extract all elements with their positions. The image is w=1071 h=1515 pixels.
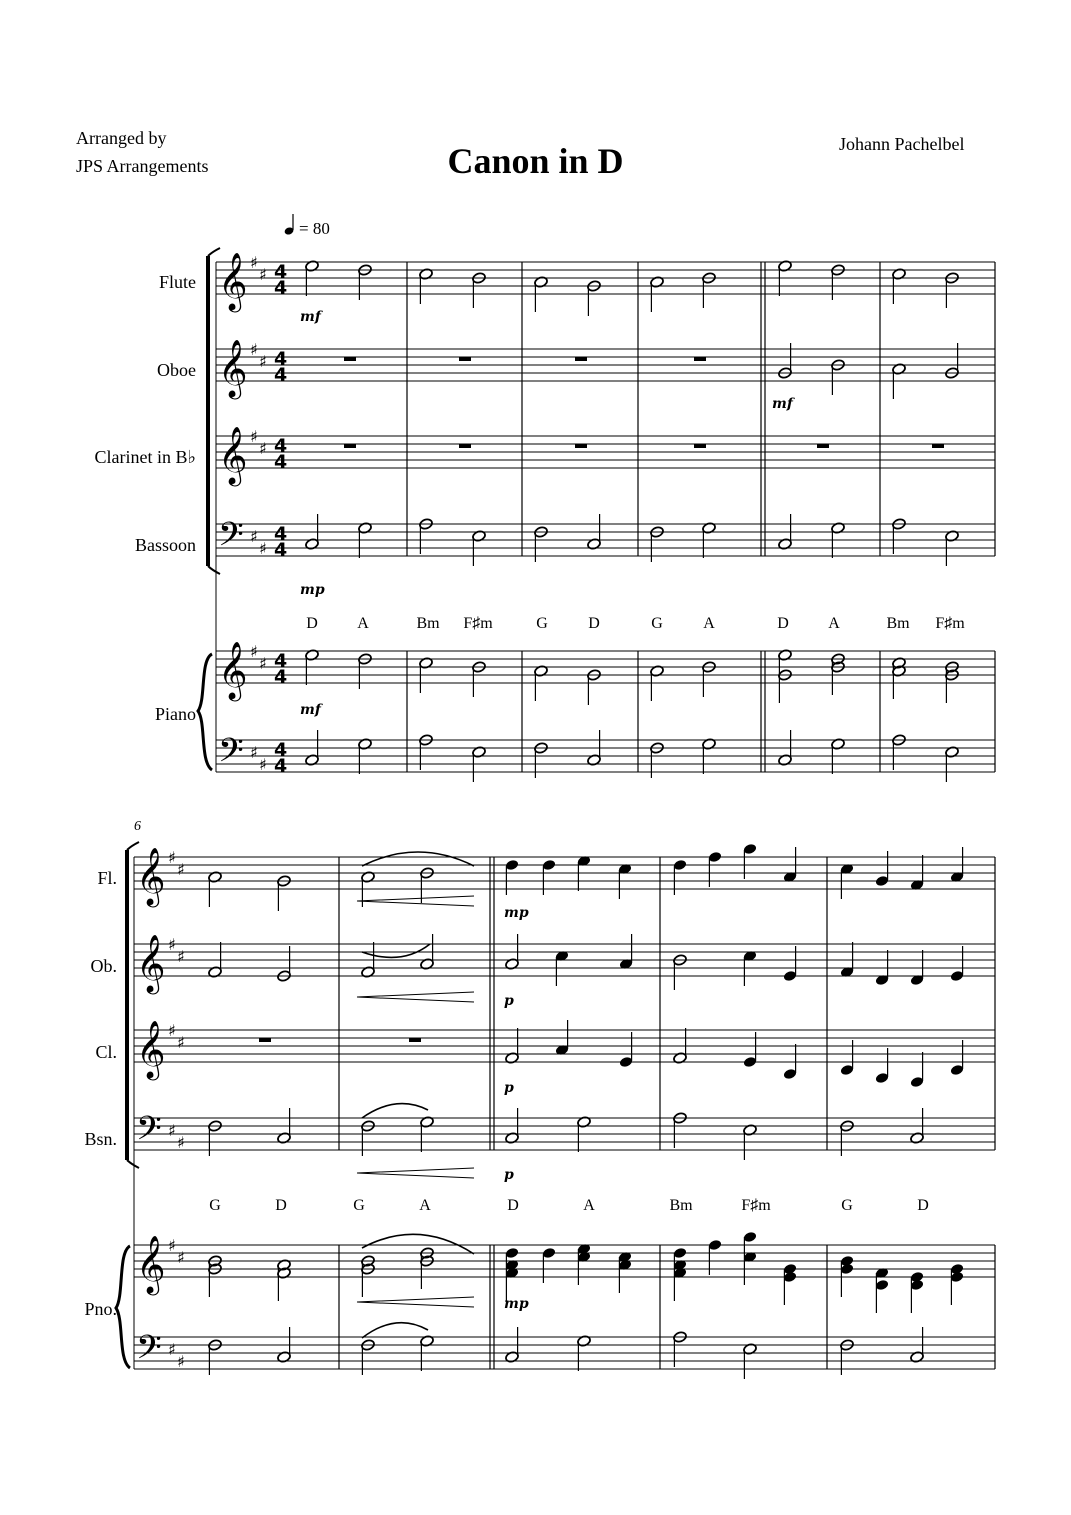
chord-symbol: F♯m bbox=[935, 615, 965, 632]
svg-text:♯: ♯ bbox=[177, 1133, 185, 1152]
instrument-oboe-short: Ob. bbox=[90, 956, 117, 976]
note-head bbox=[277, 946, 292, 982]
chord-symbol: Bm bbox=[669, 1197, 693, 1214]
note-head bbox=[587, 669, 602, 705]
system1-clefs bbox=[218, 252, 248, 778]
chord-symbol: Bm bbox=[416, 615, 440, 632]
note-head bbox=[875, 851, 890, 887]
svg-text:4: 4 bbox=[274, 364, 288, 386]
chord-symbol: A bbox=[703, 615, 715, 632]
note-head bbox=[831, 359, 846, 395]
note-head bbox=[673, 1331, 688, 1367]
svg-text:4: 4 bbox=[274, 539, 288, 561]
chord-symbol: G bbox=[651, 615, 663, 632]
staff-piano-left bbox=[216, 740, 995, 772]
svg-text:♯: ♯ bbox=[250, 642, 258, 661]
treble-clef-icon: 𝄞 bbox=[218, 426, 248, 484]
svg-text:4: 4 bbox=[274, 739, 288, 761]
treble-clef-icon: 𝄞 bbox=[136, 934, 166, 992]
note-head bbox=[950, 946, 965, 982]
system1-time-signatures bbox=[274, 261, 287, 777]
svg-text:♯: ♯ bbox=[168, 1121, 176, 1140]
dynamic-p: p bbox=[504, 1080, 514, 1096]
bass-clef-icon: 𝄢 bbox=[136, 1110, 162, 1156]
system2-clefs bbox=[136, 847, 166, 1375]
chord-symbol: A bbox=[419, 1197, 431, 1214]
chord-symbol: D bbox=[917, 1197, 929, 1214]
note-head bbox=[361, 1120, 376, 1156]
note-head bbox=[673, 859, 688, 895]
chord-symbol: A bbox=[828, 615, 840, 632]
note-head bbox=[950, 1040, 965, 1076]
staff-flute bbox=[134, 857, 995, 889]
note-head bbox=[472, 661, 487, 697]
note-head bbox=[534, 526, 549, 562]
dynamic-mp: mp bbox=[504, 905, 529, 921]
system2-staves bbox=[134, 857, 995, 1369]
svg-text:4: 4 bbox=[274, 277, 288, 299]
note-head bbox=[945, 343, 960, 379]
note-head bbox=[743, 843, 758, 879]
svg-text:♯: ♯ bbox=[177, 1033, 185, 1052]
staff-piano-left bbox=[134, 1337, 995, 1369]
chord-symbol: G bbox=[353, 1197, 365, 1214]
note-head bbox=[542, 1247, 557, 1283]
bass-clef-icon: 𝄢 bbox=[136, 1329, 162, 1375]
note-head bbox=[208, 1120, 223, 1156]
chord-symbol: A bbox=[357, 615, 369, 632]
staff-oboe bbox=[216, 349, 995, 381]
system2-slurs bbox=[362, 852, 474, 1338]
note-head bbox=[505, 859, 520, 895]
system1-bracket bbox=[198, 248, 220, 772]
staff-bassoon bbox=[216, 524, 995, 556]
chord-symbol: D bbox=[588, 615, 600, 632]
system2-key-signatures bbox=[168, 848, 185, 1371]
system1-rests bbox=[344, 357, 944, 448]
note-head bbox=[619, 1032, 634, 1068]
svg-text:♯: ♯ bbox=[259, 439, 267, 458]
chord-symbol: A bbox=[583, 1197, 595, 1214]
treble-clef-icon: 𝄞 bbox=[136, 1020, 166, 1078]
instrument-bassoon-short: Bsn. bbox=[84, 1129, 117, 1149]
dynamic-mf: mf bbox=[772, 396, 793, 412]
svg-text:♯: ♯ bbox=[259, 352, 267, 371]
note-head bbox=[358, 264, 373, 300]
staff-flute bbox=[216, 262, 995, 294]
instrument-oboe: Oboe bbox=[157, 360, 196, 380]
note-head bbox=[892, 518, 907, 554]
note-head bbox=[840, 1040, 855, 1076]
system1-key-signatures bbox=[250, 253, 267, 774]
svg-text:♯: ♯ bbox=[177, 947, 185, 966]
bass-clef-icon: 𝄢 bbox=[218, 516, 244, 562]
instrument-flute-short: Fl. bbox=[97, 868, 117, 888]
svg-text:4: 4 bbox=[274, 261, 288, 283]
system1-notes bbox=[305, 260, 960, 782]
svg-text:♯: ♯ bbox=[250, 340, 258, 359]
note-head bbox=[542, 859, 557, 895]
note-head bbox=[358, 653, 373, 689]
note-head bbox=[650, 526, 665, 562]
system2-barlines bbox=[339, 857, 995, 1369]
system2-notes bbox=[208, 843, 965, 1379]
note-head bbox=[743, 1032, 758, 1068]
system1-barlines bbox=[407, 262, 995, 772]
instrument-piano: Piano bbox=[154, 704, 196, 724]
staff-piano-right bbox=[216, 651, 995, 683]
svg-text:♯: ♯ bbox=[168, 1236, 176, 1255]
note-head bbox=[708, 851, 723, 887]
chord-symbol: F♯m bbox=[463, 615, 493, 632]
dynamic-mp: mp bbox=[300, 582, 325, 598]
tempo-marking bbox=[284, 214, 330, 238]
instrument-piano-short: Pno. bbox=[84, 1299, 117, 1319]
instrument-clarinet: Clarinet in B♭ bbox=[94, 447, 196, 467]
svg-text:♯: ♯ bbox=[168, 1021, 176, 1040]
note-head bbox=[587, 280, 602, 316]
dynamic-mf: mf bbox=[300, 309, 321, 325]
note-head bbox=[702, 661, 717, 697]
note-head bbox=[277, 875, 292, 911]
system1-staves bbox=[216, 262, 995, 772]
treble-clef-icon: 𝄞 bbox=[218, 339, 248, 397]
staff-oboe bbox=[134, 944, 995, 976]
note-head bbox=[831, 264, 846, 300]
svg-text:♯: ♯ bbox=[177, 1248, 185, 1267]
staff-clarinet bbox=[216, 436, 995, 468]
svg-text:♯: ♯ bbox=[250, 743, 258, 762]
chord-symbol: D bbox=[275, 1197, 287, 1214]
composer-credit: Johann Pachelbel bbox=[839, 134, 965, 154]
bass-clef-icon: 𝄢 bbox=[218, 732, 244, 778]
svg-text:4: 4 bbox=[274, 666, 288, 688]
arranger-line-1: Arranged by bbox=[76, 128, 167, 148]
note-head bbox=[783, 946, 798, 982]
svg-text:♯: ♯ bbox=[177, 860, 185, 879]
chord-symbol: D bbox=[306, 615, 318, 632]
note-head bbox=[840, 1339, 855, 1375]
chord-symbol: D bbox=[777, 615, 789, 632]
page-title: Canon in D bbox=[447, 141, 624, 181]
svg-text:♯: ♯ bbox=[250, 527, 258, 546]
tempo-text: = 80 bbox=[299, 219, 330, 238]
svg-text:♯: ♯ bbox=[250, 427, 258, 446]
treble-clef-icon: 𝄞 bbox=[136, 1235, 166, 1293]
system2-chord-symbols bbox=[209, 1197, 929, 1214]
note-head bbox=[419, 518, 434, 554]
chord-symbol: F♯m bbox=[741, 1197, 771, 1214]
chord-symbol: Bm bbox=[886, 615, 910, 632]
svg-text:♯: ♯ bbox=[168, 1340, 176, 1359]
svg-text:4: 4 bbox=[274, 435, 288, 457]
chord-symbol: D bbox=[507, 1197, 519, 1214]
system1-chord-symbols bbox=[306, 615, 965, 632]
svg-text:♯: ♯ bbox=[177, 1352, 185, 1371]
svg-text:4: 4 bbox=[274, 650, 288, 672]
note-head bbox=[778, 343, 793, 379]
note-head bbox=[534, 742, 549, 778]
instrument-bassoon: Bassoon bbox=[134, 535, 196, 555]
instrument-clarinet-short: Cl. bbox=[95, 1042, 117, 1062]
svg-text:♯: ♯ bbox=[168, 935, 176, 954]
note-head bbox=[361, 1339, 376, 1375]
svg-text:♯: ♯ bbox=[250, 253, 258, 272]
note-head bbox=[673, 1112, 688, 1148]
svg-text:4: 4 bbox=[274, 451, 288, 473]
note-head bbox=[650, 742, 665, 778]
svg-text:♯: ♯ bbox=[259, 539, 267, 558]
svg-text:♯: ♯ bbox=[259, 755, 267, 774]
note-head bbox=[840, 1120, 855, 1156]
svg-text:4: 4 bbox=[274, 348, 288, 370]
note-head bbox=[875, 1048, 890, 1084]
note-head bbox=[673, 954, 688, 990]
note-head bbox=[910, 1052, 925, 1088]
svg-text:♯: ♯ bbox=[259, 654, 267, 673]
svg-text:♯: ♯ bbox=[259, 265, 267, 284]
note-head bbox=[708, 1239, 723, 1275]
note-head bbox=[419, 734, 434, 770]
chord-symbol: G bbox=[536, 615, 548, 632]
svg-text:4: 4 bbox=[274, 755, 288, 777]
note-head bbox=[208, 1339, 223, 1375]
system2-rests bbox=[259, 1038, 421, 1042]
note-head bbox=[892, 734, 907, 770]
chord-symbol: G bbox=[209, 1197, 221, 1214]
dynamic-p: p bbox=[504, 1167, 514, 1183]
dynamic-mp: mp bbox=[504, 1296, 529, 1312]
svg-text:4: 4 bbox=[274, 523, 288, 545]
treble-clef-icon: 𝄞 bbox=[218, 252, 248, 310]
dynamic-p: p bbox=[504, 993, 514, 1009]
note-head bbox=[945, 272, 960, 308]
arranger-line-2: JPS Arrangements bbox=[76, 156, 209, 176]
instrument-flute: Flute bbox=[158, 272, 196, 292]
note-head bbox=[472, 272, 487, 308]
measure-number: 6 bbox=[134, 819, 141, 834]
staff-piano-right bbox=[134, 1245, 995, 1277]
treble-clef-icon: 𝄞 bbox=[136, 847, 166, 905]
staff-bassoon bbox=[134, 1118, 995, 1150]
svg-text:♯: ♯ bbox=[168, 848, 176, 867]
chord-symbol: G bbox=[841, 1197, 853, 1214]
dynamic-mf: mf bbox=[300, 702, 321, 718]
note-head bbox=[702, 272, 717, 308]
treble-clef-icon: 𝄞 bbox=[218, 641, 248, 699]
